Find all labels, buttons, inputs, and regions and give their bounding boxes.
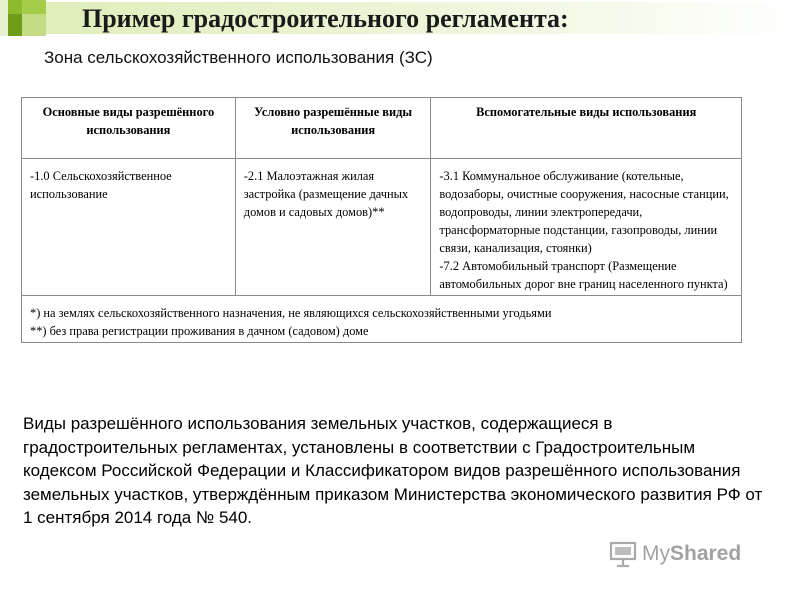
table-notes	[22, 296, 742, 343]
presentation-board-icon	[608, 539, 638, 569]
watermark-prefix: My	[642, 542, 670, 565]
list-item: -1.0 Сельскохозяйственное использование	[30, 169, 172, 201]
regulation-table	[21, 97, 742, 343]
header-auxiliary-uses: Вспомогательные виды использования	[431, 98, 742, 159]
watermark-text	[642, 542, 741, 566]
list-item: -3.1 Коммунальное обслуживание (котельные, водозаборы, очистные сооружения, насосные станции, водопроводы, линии электропередачи, трансформаторные подстанции, газопроводы, линии связи, канализация, стоянки)	[439, 169, 729, 255]
footnote: *) на землях сельскохозяйственного назначения, не являющихся сельскохозяйственными угодьями	[30, 306, 552, 320]
table-header-row	[22, 98, 742, 159]
cell-conditional-uses	[235, 159, 431, 296]
list-item: -2.1 Малоэтажная жилая застройка (размещение дачных домов и садовых домов)**	[243, 169, 409, 219]
corner-square	[8, 14, 22, 36]
corner-square	[8, 0, 22, 14]
cell-main-uses	[22, 159, 236, 296]
table-notes-row	[22, 296, 742, 343]
corner-square	[22, 14, 46, 36]
table-row	[22, 159, 742, 296]
cell-auxiliary-uses	[431, 159, 742, 296]
corner-decoration	[0, 0, 8, 36]
slide-title: Пример градостроительного регламента:	[82, 4, 569, 33]
list-item: -7.2 Автомобильный транспорт (Размещение автомобильных дорог вне границ населенного пункта)	[439, 259, 728, 291]
corner-square	[22, 0, 46, 14]
watermark-suffix: Shared	[670, 542, 742, 565]
header-conditional-uses: Условно разрешённые виды использования	[235, 98, 431, 159]
slide-subtitle: Зона сельскохозяйственного использования (ЗС)	[44, 48, 433, 67]
header-main-uses: Основные виды разрешённого использования	[22, 98, 236, 159]
body-paragraph: Виды разрешённого использования земельных участков, содержащиеся в градостроительных регламентах, установлены в соответствии с Градостроительным кодексом Российской Федерации и Классификатором видов разрешённого использования земельных участков, утверждённым приказом Министерства экономического развития РФ от 1 сентября 2014 года № 540.	[23, 414, 763, 527]
watermark	[608, 538, 768, 570]
footnote: **) без права регистрации проживания в дачном (садовом) доме	[30, 324, 369, 338]
